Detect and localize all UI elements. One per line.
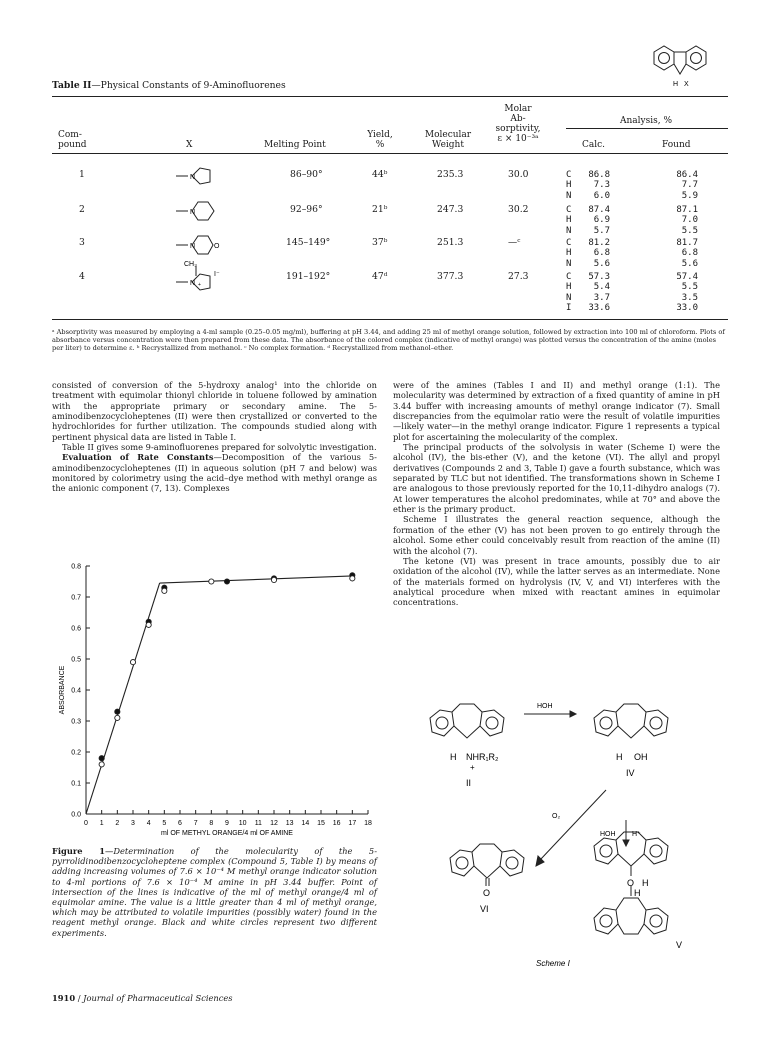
hoh-label: HOH	[537, 703, 553, 710]
svg-text:N: N	[190, 174, 196, 181]
x-tick-label: 13	[285, 820, 294, 827]
svg-text:O: O	[483, 888, 491, 898]
y-tick-label: 0.8	[71, 563, 81, 571]
x-tick-label: 12	[270, 820, 278, 827]
data-point-open	[115, 715, 120, 720]
data-point-open	[271, 577, 276, 582]
x-tick-label: 7	[193, 820, 198, 827]
x-tick-label: 1	[99, 820, 104, 827]
data-point-open	[146, 622, 151, 627]
svg-text:O₂: O₂	[552, 813, 561, 820]
svg-text:O: O	[627, 878, 635, 888]
hdr-yield: Yield, %	[367, 130, 393, 150]
svg-text:H⁺: H⁺	[632, 831, 641, 838]
fluorene-structure	[640, 40, 720, 88]
page-footer: 1910 / Journal of Pharmaceutical Sciences	[52, 993, 233, 1003]
data-point-open	[99, 762, 104, 767]
data-point-filled	[115, 709, 120, 714]
svg-text:IV: IV	[626, 768, 635, 778]
svg-text:V: V	[676, 940, 683, 950]
x-tick-label: 6	[178, 820, 182, 827]
hdr-found: Found	[662, 140, 691, 150]
y-tick-label: 0.4	[71, 687, 81, 695]
y-tick-label: 0.1	[71, 780, 81, 788]
svg-text:H: H	[616, 752, 623, 762]
iodide-label: I⁻	[214, 271, 220, 278]
ch3-label: CH₃	[184, 261, 197, 268]
x-tick-label: 2	[115, 820, 120, 827]
x-tick-label: 16	[332, 820, 341, 827]
y-tick-label: 0.6	[71, 625, 81, 633]
fluorene-x-label: X	[684, 81, 689, 88]
scheme-1	[420, 690, 730, 980]
figure-caption: Figure 1—Determination of the molecularity of the 5-pyrrolidinodibenzocycloheptene complex (Compound 5, Table I) by means of adding increasing volumes of 7.6 × 10⁻⁴ M methyl orange indicator solution to 4-ml portions of 7.6 × 10⁻⁴ M amine in pH 3.44 buffer. Point of intersection of the lines is indicative of the ml of methyl orange/4 ml of equimolar amine. The value is a little greater than 4 ml of methyl orange, which may be attributed to volatile impurities (possibly water) found in the reagent methyl orange. Black and white circles represent two different experiments.	[52, 846, 377, 938]
hdr-mol-weight: Molecular Weight	[424, 130, 472, 150]
y-tick-label: 0.0	[71, 811, 81, 819]
x-substituent-structures	[170, 158, 230, 308]
svg-text:N: N	[190, 243, 196, 250]
data-point-open	[130, 660, 135, 665]
svg-text:H: H	[450, 752, 457, 762]
fit-line	[86, 583, 160, 814]
x-tick-label: 3	[131, 820, 135, 827]
x-tick-label: 17	[348, 820, 357, 827]
hdr-x: X	[186, 140, 193, 150]
table-footnote: ᵃ Absorptivity was measured by employing a 4-ml sample (0.25–0.05 mg/ml), buffering at pH 3.44, and adding 25 ml of methyl orange solution, followed by extraction into 100 ml of chloroform. Plots of absorbance versus concentration were then prepared from these data. The absorbance of the colored complex (indicative of methyl orange) was plotted versus the concentration of the amine (moles per liter) to determine ε. ᵇ Recrystallized from methanol. ᶜ No complex formation. ᵈ Recrystallized from methanol–ether.	[52, 328, 725, 353]
svg-text:H: H	[642, 878, 649, 888]
svg-text:VI: VI	[480, 904, 489, 914]
x-tick-label: 11	[254, 820, 262, 827]
y-tick-label: 0.7	[71, 594, 81, 602]
scheme-label: Scheme I	[536, 959, 570, 968]
svg-text:+: +	[198, 282, 201, 288]
x-tick-label: 4	[146, 820, 151, 827]
y-tick-label: 0.5	[71, 656, 81, 664]
fluorene-h-label: H	[673, 81, 679, 88]
hdr-analysis: Analysis, %	[619, 116, 672, 126]
y-axis-label: ABSORBANCE	[59, 665, 66, 715]
svg-text:II: II	[466, 778, 472, 788]
fit-line	[160, 576, 353, 583]
data-point-open	[162, 588, 167, 593]
svg-text:NHR₁R₂: NHR₁R₂	[466, 752, 499, 762]
data-point-filled	[99, 756, 104, 761]
left-column-text: consisted of conversion of the 5-hydroxy analog¹ into the chloride on treatment with equimolar thionyl chloride in toluene followed by amination with the appropriate primary or secondary amine. The 5-aminodibenzocycloheptenes (II) were then crystallized or converted to the hydrochlorides for further utilization. The compounds studied along with pertinent physical data are listed in Table I. Table II gives some 9-aminofluorenes prepared for solvolytic investigation. Evaluation of Rate Constants—Decomposition of the various 5-aminodibenzocycloheptenes (II) in aqueous solution (pH 7 and below) was monitored by colorimetry using the acid–dye method with methyl orange as the anionic component (7, 13). Complexes	[52, 380, 377, 494]
x-tick-label: 0	[84, 820, 88, 827]
x-axis-label: ml OF METHYL ORANGE/4 ml OF AMINE	[161, 830, 293, 837]
hdr-absorptivity: Molar Ab- sorptivity, ε × 10⁻³ᵃ	[495, 104, 541, 144]
x-tick-label: 14	[301, 820, 310, 827]
svg-text:HOH: HOH	[600, 831, 616, 838]
svg-text:N: N	[190, 280, 196, 287]
data-point-filled	[224, 579, 229, 584]
svg-text:N: N	[190, 209, 196, 216]
y-tick-label: 0.2	[71, 749, 81, 757]
svg-text:+: +	[470, 763, 475, 772]
x-tick-label: 9	[225, 820, 229, 827]
x-tick-label: 15	[317, 820, 325, 827]
right-column-text: were of the amines (Tables I and II) and methyl orange (1:1). The molecularity was determined by extraction of a fixed quantity of amine in pH 3.44 buffer with increasing amounts of methyl orange indicator (7). Small discrepancies from the equimolar ratio were the result of volatile impurities—likely water—in the methyl orange indicator. Figure 1 represents a typical plot for ascertaining the molecularity of the complex. The principal products of the solvolysis in water (Scheme I) were the alcohol (IV), the bis-ether (V), and the ketone (VI). The allyl and propyl derivatives (Compounds 2 and 3, Table I) gave a fourth substance, which was separated by TLC but not identified. The transformations shown in Scheme I are analogous to those previously reported for the 10,11-dihydro analogs (7). At lower temperatures the alcohol predominates, while at 70° and above the ether is the primary product. Scheme I illustrates the general reaction sequence, although the formation of the ether (V) has not been proven to go entirely through the alcohol. Some ether could conceivably result from reaction of the amine (II) with the alcohol (7). The ketone (VI) was present in trace amounts, possibly due to air oxidation of the alcohol (IV), while the latter serves as an intermediate. None of the materials formed on hydrolysis (IV, V, and VI) interferes with the analytical procedure when mixed with reactant amines in equimolar concentrations.	[393, 380, 720, 608]
data-point-open	[350, 576, 355, 581]
x-tick-label: 5	[162, 820, 167, 827]
hdr-calc: Calc.	[582, 140, 606, 150]
svg-text:OH: OH	[634, 752, 648, 762]
hdr-compound: Com- pound	[58, 130, 87, 150]
x-tick-label: 10	[238, 820, 247, 827]
svg-text:O: O	[214, 243, 220, 250]
y-tick-label: 0.3	[71, 718, 81, 726]
svg-text:H: H	[634, 888, 641, 898]
x-tick-label: 8	[209, 820, 214, 827]
data-point-open	[209, 579, 214, 584]
table-title: Table II—Physical Constants of 9-Aminofluorenes	[52, 80, 286, 91]
figure-1-chart	[52, 556, 382, 842]
eval-heading: Evaluation of Rate Constants	[62, 452, 214, 463]
hdr-melting-point: Melting Point	[264, 140, 326, 150]
x-tick-label: 18	[364, 820, 372, 827]
